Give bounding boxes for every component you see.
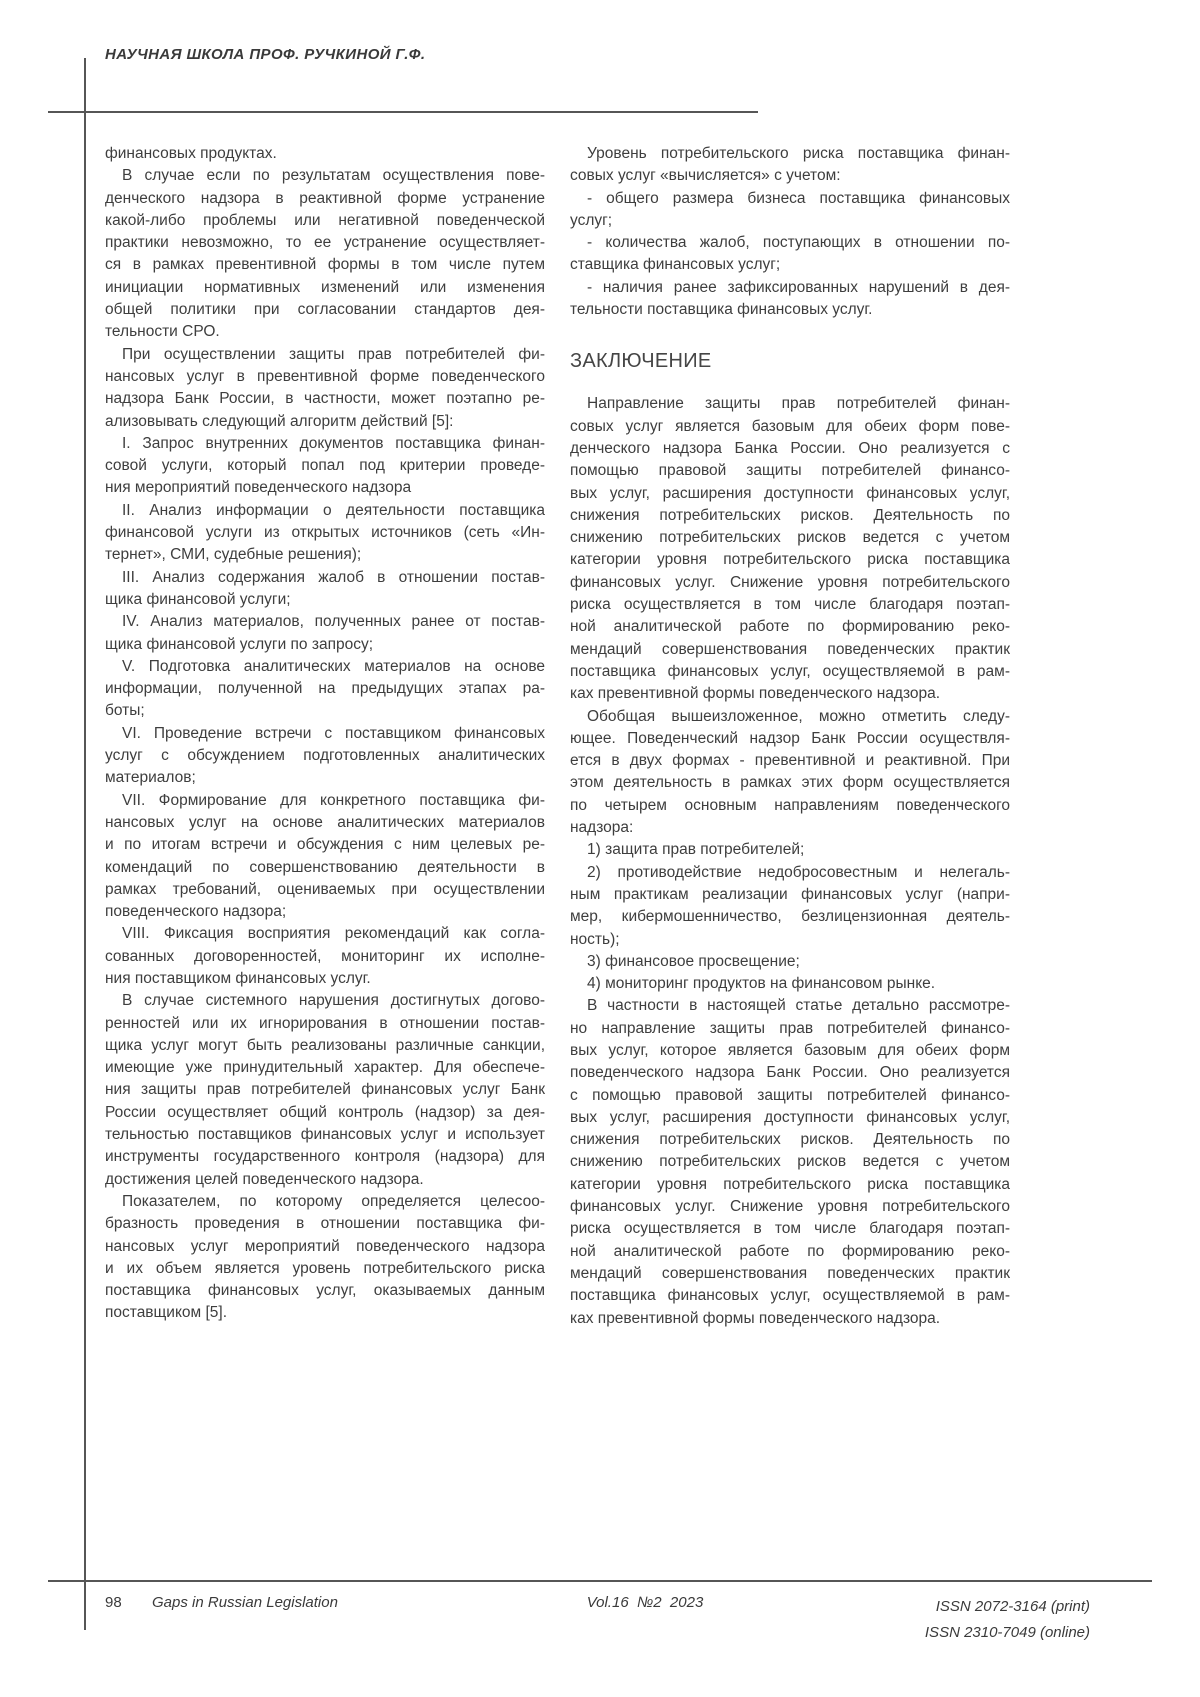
- text-line: ется в двух формах - превентивной и реактивной. При: [570, 752, 1010, 770]
- text-line: практики невозможно, то ее устранение осуществляет-: [105, 234, 545, 252]
- text-line: Уровень потребительского риска поставщика финан-: [587, 145, 1010, 162]
- text-line: совых услуг является базовым для обеих форм пове-: [570, 417, 1010, 435]
- text-line: VI. Проведение встречи с поставщиком финансовых: [122, 724, 545, 742]
- text-line: ной аналитической работе по формированию реко-: [570, 618, 1010, 636]
- text-line: финансовой услуги из открытых источников (сеть «Ин-: [105, 524, 545, 542]
- text-line: щика финансовой услуги;: [105, 590, 291, 608]
- text-line: денческого надзора Банка России. Оно реализуется с: [570, 439, 1010, 457]
- text-line: совой услуги, который попал под критерии проведе-: [105, 457, 545, 475]
- text-line: 2) противодействие недобросовестным и нелегаль-: [587, 863, 1010, 881]
- text-line: ной аналитической работе по формированию реко-: [570, 1242, 1010, 1260]
- paragraph: [105, 165, 545, 343]
- paragraph: [570, 393, 1010, 705]
- text-line: 3) финансовое просвещение;: [587, 952, 800, 970]
- paragraph: [570, 995, 1010, 1329]
- text-column-left: [105, 143, 545, 1325]
- running-head-title: НАУЧНАЯ ШКОЛА ПРОФ. РУЧКИНОЙ Г.Ф.: [105, 46, 426, 63]
- text-line: финансовых продуктах.: [105, 145, 277, 162]
- text-line: и по итогам встречи и обсуждения с ним целевых ре-: [105, 836, 545, 854]
- text-line: вых услуг, расширения доступности финансовых услуг,: [570, 1108, 1010, 1126]
- text-line: вых услуг, которое является базовым для обеих форм: [570, 1041, 1010, 1059]
- paragraph: [105, 611, 545, 656]
- text-line: совых услуг «вычисляется» с учетом:: [570, 167, 841, 185]
- text-line: услуг;: [570, 211, 613, 229]
- text-line: надзора:: [570, 819, 634, 837]
- header-rule: [48, 111, 758, 113]
- text-line: В частности в настоящей статье детально рассмотре-: [587, 997, 1010, 1015]
- text-column-right: [570, 143, 1010, 1330]
- text-line: ках превентивной формы поведенческого надзора.: [570, 1309, 941, 1327]
- paragraph: [570, 839, 1010, 861]
- text-line: поставщика финансовых услуг, осуществляемой в рам-: [570, 662, 1010, 680]
- text-line: щика финансовой услуги по запросу;: [105, 635, 374, 653]
- text-line: и их объем является уровень потребительского риска: [105, 1259, 545, 1277]
- paragraph: [570, 862, 1010, 951]
- paragraph: [105, 923, 545, 990]
- text-line: сованных договоренностей, мониторинг их исполне-: [105, 947, 545, 965]
- text-line: информации, полученной на предыдущих этапах ра-: [105, 680, 545, 698]
- paragraph: [105, 433, 545, 500]
- text-line: - общего размера бизнеса поставщика финансовых: [587, 189, 1010, 207]
- text-line: III. Анализ содержания жалоб в отношении постав-: [122, 568, 545, 586]
- text-line: ся в рамках превентивной формы в том числе путем: [105, 256, 545, 274]
- text-line: достижения целей поведенческого надзора.: [105, 1170, 424, 1188]
- text-line: инициации нормативных изменений или изменения: [105, 278, 545, 296]
- text-line: комендаций по совершенствованию деятельности в: [105, 858, 545, 876]
- left-margin-rule: [84, 58, 86, 1630]
- text-line: тельности поставщика финансовых услуг.: [570, 301, 873, 319]
- paragraph: [570, 951, 1010, 973]
- text-line: боты;: [105, 702, 145, 720]
- text-line: ным практикам реализации финансовых услуг (напри-: [570, 885, 1010, 903]
- text-line: мендаций совершенствования поведенческих практик: [570, 640, 1010, 658]
- paragraph: [570, 143, 1010, 188]
- text-line: рамках требований, оцениваемых при осуществлении: [105, 880, 545, 898]
- text-line: ния защиты прав потребителей финансовых услуг Банк: [105, 1081, 545, 1099]
- text-line: мендаций совершенствования поведенческих практик: [570, 1264, 1010, 1282]
- section-heading: ЗАКЛЮЧЕНИЕ: [570, 350, 712, 373]
- paragraph: [105, 344, 545, 433]
- text-line: ализовывать следующий алгоритм действий [5]:: [105, 412, 454, 430]
- text-line: поставщика финансовых услуг, оказываемых данным: [105, 1282, 545, 1300]
- paragraph: [570, 277, 1010, 322]
- text-line: надзора Банк России, в частности, может поэтапно ре-: [105, 390, 545, 408]
- text-line: вых услуг, расширения доступности финансовых услуг,: [570, 484, 1010, 502]
- text-line: нансовых услуг на основе аналитических материалов: [105, 813, 545, 831]
- issn-print: ISSN 2072-3164 (print): [935, 1598, 1090, 1615]
- text-line: тельности СРО.: [105, 323, 220, 341]
- text-line: риска осуществляется в том числе благодаря поэтап-: [570, 1220, 1010, 1238]
- text-line: VIII. Фиксация восприятия рекомендаций как согла-: [122, 925, 545, 943]
- text-line: снижению потребительских рисков ведется с учетом: [570, 1153, 1010, 1171]
- paragraph: [105, 723, 545, 790]
- text-line: тернет», СМИ, судебные решения);: [105, 546, 362, 564]
- text-line: II. Анализ информации о деятельности поставщика: [122, 501, 545, 519]
- text-line: снижения потребительских рисков. Деятельность по: [570, 1131, 1010, 1149]
- text-line: снижению потребительских рисков ведется с учетом: [570, 529, 1010, 547]
- footer-rule: [48, 1580, 1152, 1582]
- paragraph: [570, 706, 1010, 840]
- text-line: V. Подготовка аналитических материалов на основе: [122, 657, 545, 675]
- text-line: щика услуг могут быть реализованы различные санкции,: [105, 1036, 545, 1054]
- text-line: нансовых услуг мероприятий поведенческого надзора: [105, 1237, 545, 1255]
- paragraph: [105, 567, 545, 612]
- text-line: помощью правовой защиты потребителей финансо-: [570, 462, 1010, 480]
- text-line: инструменты государственного контроля (надзора) для: [105, 1148, 545, 1166]
- text-line: ность);: [570, 930, 620, 948]
- text-line: Обобщая вышеизложенное, можно отметить следу-: [587, 707, 1010, 725]
- text-line: ренностей или их игнорирования в отношении постав-: [105, 1014, 545, 1032]
- text-line: денческого надзора в реактивной форме устранение: [105, 189, 545, 207]
- text-line: категории уровня потребительского риска поставщика: [570, 1175, 1010, 1193]
- text-line: 1) защита прав потребителей;: [587, 841, 805, 859]
- text-line: поставщиком [5].: [105, 1304, 228, 1322]
- text-line: но направление защиты прав потребителей финансо-: [570, 1019, 1010, 1037]
- text-line: какой-либо проблемы или негативной поведенческой: [105, 211, 545, 229]
- text-line: бразность проведения в отношении поставщика фи-: [105, 1215, 545, 1233]
- text-line: этом деятельность в рамках этих форм осуществляется: [570, 774, 1010, 792]
- text-line: имеющие уже принудительный характер. Для обеспече-: [105, 1059, 545, 1077]
- text-line: снижения потребительских рисков. Деятельность по: [570, 506, 1010, 524]
- text-line: финансовых услуг. Снижение уровня потребительского: [570, 573, 1010, 591]
- text-line: В случае если по результатам осуществления пове-: [122, 167, 545, 185]
- paragraph: [570, 973, 1010, 995]
- text-line: В случае системного нарушения достигнутых догово-: [122, 992, 545, 1010]
- text-line: ющее. Поведенческий надзор Банк России осуществля-: [570, 729, 1010, 747]
- paragraph: [105, 500, 545, 567]
- paragraph: [105, 143, 545, 165]
- text-line: тельностью поставщиков финансовых услуг и использует: [105, 1126, 545, 1144]
- text-line: финансовых услуг. Снижение уровня потребительского: [570, 1198, 1010, 1216]
- text-line: поведенческого надзора;: [105, 903, 287, 921]
- text-line: риска осуществляется в том числе благодаря поэтап-: [570, 596, 1010, 614]
- text-line: общей политики при согласовании стандартов дея-: [105, 301, 545, 319]
- text-line: с помощью правовой защиты потребителей финансо-: [570, 1086, 1010, 1104]
- issn-online: ISSN 2310-7049 (online): [924, 1624, 1090, 1641]
- text-line: России осуществляет общий контроль (надзор) за дея-: [105, 1103, 545, 1121]
- text-line: ках превентивной формы поведенческого надзора.: [570, 685, 941, 703]
- text-line: - количества жалоб, поступающих в отношении по-: [587, 234, 1010, 252]
- text-line: услуг с обсуждением подготовленных аналитических: [105, 747, 545, 765]
- paragraph: [105, 790, 545, 924]
- text-line: ставщика финансовых услуг;: [570, 256, 781, 274]
- text-line: Направление защиты прав потребителей финан-: [587, 395, 1010, 413]
- text-line: ния мероприятий поведенческого надзора: [105, 479, 412, 497]
- page-number: 98: [105, 1594, 122, 1611]
- text-line: - наличия ранее зафиксированных нарушений в дея-: [587, 278, 1010, 296]
- text-line: поставщика финансовых услуг, осуществляемой в рам-: [570, 1287, 1010, 1305]
- issn-block: [925, 1594, 1090, 1646]
- text-line: При осуществлении защиты прав потребителей фи-: [122, 345, 545, 363]
- text-line: I. Запрос внутренних документов поставщика финан-: [122, 434, 545, 452]
- text-line: категории уровня потребительского риска поставщика: [570, 551, 1010, 569]
- text-line: ния поставщиком финансовых услуг.: [105, 969, 371, 987]
- paragraph: [105, 656, 545, 723]
- volume-issue: Vol.16 №2 2023: [586, 1594, 704, 1611]
- text-line: материалов;: [105, 769, 196, 787]
- paragraph: [105, 1191, 545, 1325]
- text-line: мер, кибермошенничество, безлицензионная деятель-: [570, 908, 1010, 926]
- text-line: 4) мониторинг продуктов на финансовом рынке.: [587, 975, 936, 993]
- text-line: по четырем основным направлениям поведенческого: [570, 796, 1010, 814]
- text-line: Показателем, по которому определяется целесоо-: [122, 1192, 545, 1210]
- text-line: IV. Анализ материалов, полученных ранее от постав-: [122, 613, 545, 631]
- paragraph: [570, 188, 1010, 233]
- paragraph: [105, 990, 545, 1191]
- text-line: поведенческого надзора Банк России. Оно реализуется: [570, 1064, 1010, 1082]
- text-line: VII. Формирование для конкретного поставщика фи-: [122, 791, 545, 809]
- journal-title: Gaps in Russian Legislation: [152, 1594, 338, 1611]
- paragraph: [570, 232, 1010, 277]
- text-line: нансовых услуг в превентивной форме поведенческого: [105, 367, 545, 385]
